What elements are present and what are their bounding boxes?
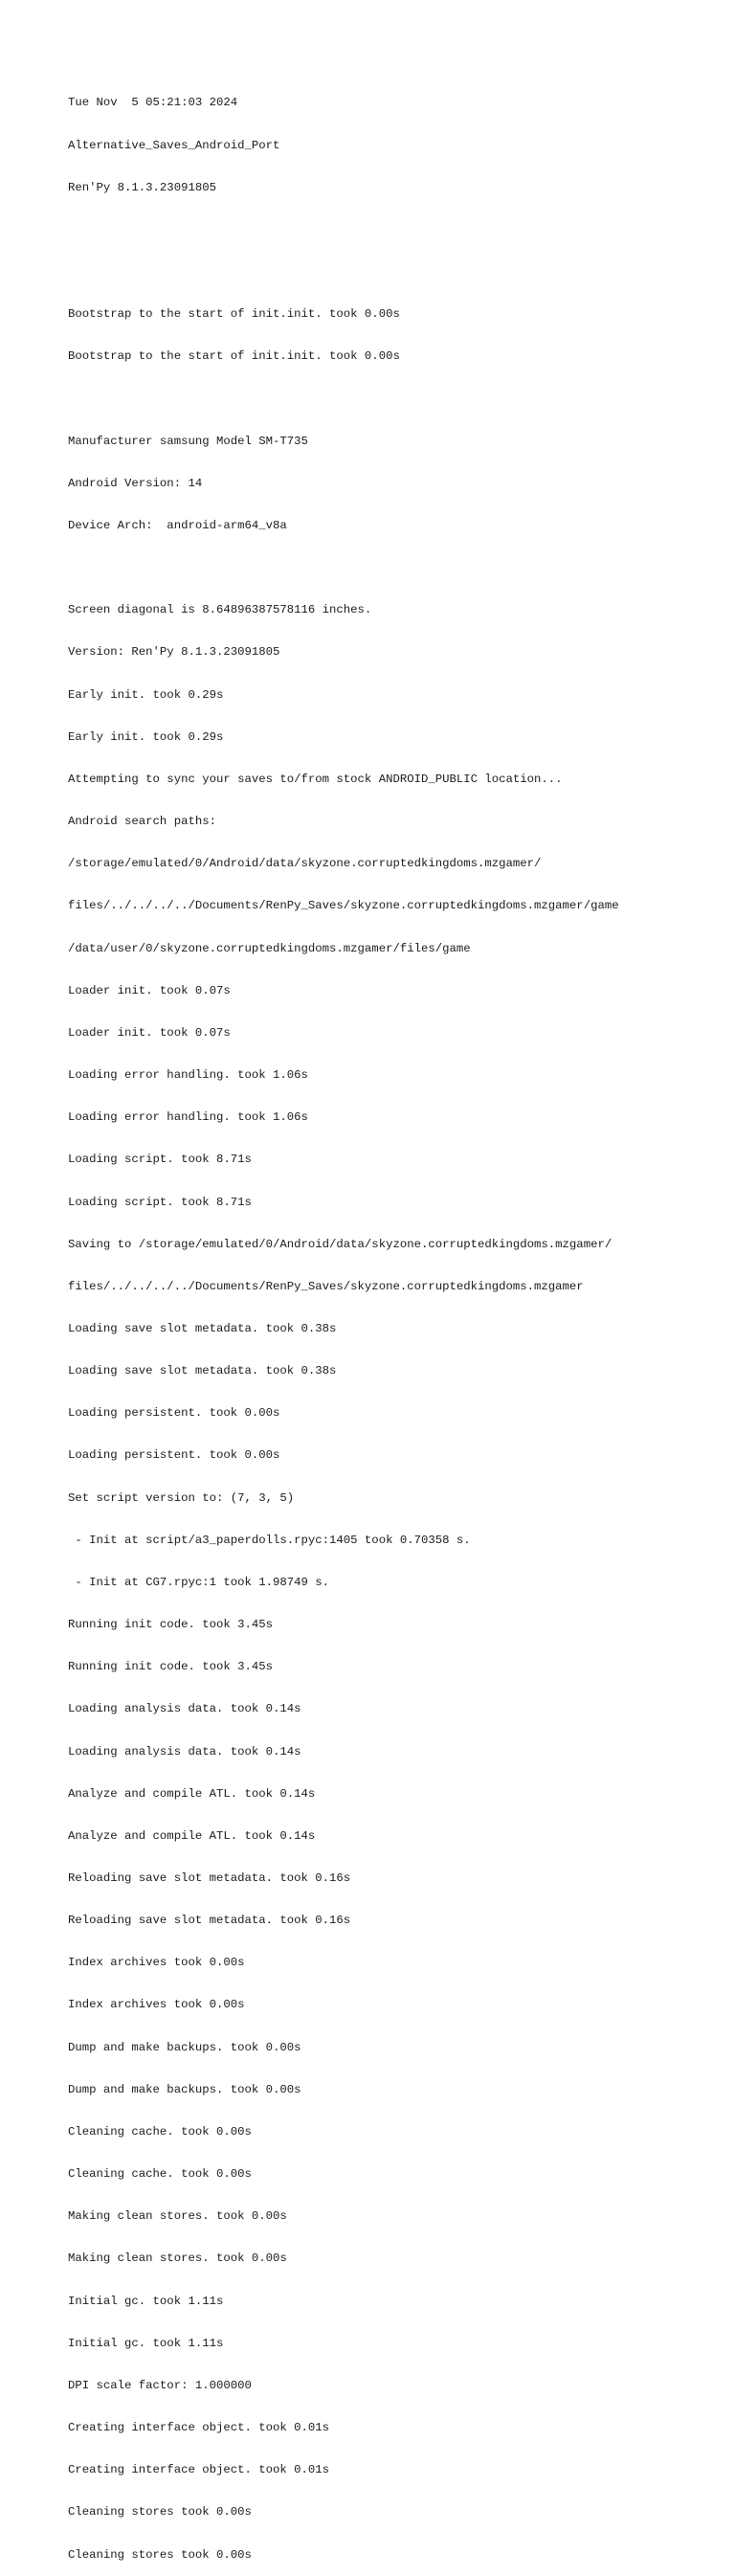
log-line: Loading save slot metadata. took 0.38s (68, 1321, 337, 1335)
log-line: Analyze and compile ATL. took 0.14s (68, 1786, 316, 1801)
log-line: Loader init. took 0.07s (68, 1025, 231, 1040)
log-line: Loading analysis data. took 0.14s (68, 1744, 301, 1758)
log-line-device-arch: Device Arch: android-arm64_v8a (68, 519, 287, 532)
log-line: /data/user/0/skyzone.corruptedkingdoms.mzgamer/files/game (68, 941, 471, 955)
log-line: Index archives took 0.00s (68, 1998, 245, 2012)
log-line: Creating interface object. took 0.01s (68, 2463, 330, 2477)
log-line: Version: Ren'Py 8.1.3.23091805 (68, 645, 280, 660)
log-line: Loading persistent. took 0.00s (68, 1448, 280, 1463)
log-line: Making clean stores. took 0.00s (68, 2209, 287, 2224)
log-document (68, 68, 719, 2576)
log-line: files/../../../../Documents/RenPy_Saves/skyzone.corruptedkingdoms.mzgamer/game (68, 899, 619, 913)
log-line: Loading error handling. took 1.06s (68, 1110, 308, 1125)
log-line: Running init code. took 3.45s (68, 1618, 274, 1632)
log-line: Bootstrap to the start of init.init. took 0.00s (68, 307, 400, 322)
log-line: Dump and make backups. took 0.00s (68, 2082, 301, 2096)
log-line: Loading script. took 8.71s (68, 1153, 252, 1167)
log-line: Screen diagonal is 8.64896387578116 inches. (68, 603, 372, 617)
log-line: Dump and make backups. took 0.00s (68, 2040, 301, 2054)
log-blank-line (68, 265, 719, 280)
log-line: Set script version to: (7, 3, 5) (68, 1490, 295, 1505)
log-line: Cleaning cache. took 0.00s (68, 2124, 252, 2139)
log-line: Reloading save slot metadata. took 0.16s (68, 1871, 351, 1885)
log-line-date: Tue Nov 5 05:21:03 2024 (68, 96, 238, 110)
log-line: Android search paths: (68, 815, 216, 829)
log-line: Creating interface object. took 0.01s (68, 2421, 330, 2435)
log-line: Loading persistent. took 0.00s (68, 1406, 280, 1421)
log-line: Early init. took 0.29s (68, 687, 224, 702)
log-line: Saving to /storage/emulated/0/Android/data/skyzone.corruptedkingdoms.mzgamer/ (68, 1237, 612, 1251)
log-line: Early init. took 0.29s (68, 729, 224, 744)
log-line: Reloading save slot metadata. took 0.16s (68, 1914, 351, 1928)
log-line: files/../../../../Documents/RenPy_Saves/skyzone.corruptedkingdoms.mzgamer (68, 1279, 584, 1293)
log-line: Bootstrap to the start of init.init. took 0.00s (68, 349, 400, 364)
log-line: Making clean stores. took 0.00s (68, 2251, 287, 2266)
log-blank-line (68, 561, 719, 575)
log-line: Cleaning stores took 0.00s (68, 2505, 252, 2520)
log-line: Loading error handling. took 1.06s (68, 1068, 308, 1083)
log-blank-line (68, 392, 719, 407)
log-line: Cleaning cache. took 0.00s (68, 2167, 252, 2182)
log-blank-line (68, 223, 719, 237)
log-line: - Init at script/a3_paperdolls.rpyc:1405 took 0.70358 s. (68, 1533, 471, 1547)
log-line: Cleaning stores took 0.00s (68, 2547, 252, 2562)
log-line-android-version: Android Version: 14 (68, 476, 203, 490)
log-line-renpy-version: Ren'Py 8.1.3.23091805 (68, 180, 216, 194)
log-line: Initial gc. took 1.11s (68, 2294, 224, 2308)
log-line-manufacturer: Manufacturer samsung Model SM-T735 (68, 434, 308, 448)
log-line: Initial gc. took 1.11s (68, 2336, 224, 2350)
log-line: Index archives took 0.00s (68, 1956, 245, 1970)
log-line: DPI scale factor: 1.000000 (68, 2378, 252, 2392)
log-line: /storage/emulated/0/Android/data/skyzone.corruptedkingdoms.mzgamer/ (68, 857, 542, 871)
log-line: Loading script. took 8.71s (68, 1195, 252, 1209)
log-line-app-name: Alternative_Saves_Android_Port (68, 138, 280, 152)
log-line: - Init at CG7.rpyc:1 took 1.98749 s. (68, 1575, 330, 1589)
log-line: Running init code. took 3.45s (68, 1660, 274, 1674)
log-line: Loading save slot metadata. took 0.38s (68, 1364, 337, 1378)
log-line: Analyze and compile ATL. took 0.14s (68, 1828, 316, 1843)
log-line: Attempting to sync your saves to/from stock ANDROID_PUBLIC location... (68, 772, 563, 786)
log-line: Loading analysis data. took 0.14s (68, 1702, 301, 1716)
log-line: Loader init. took 0.07s (68, 983, 231, 997)
